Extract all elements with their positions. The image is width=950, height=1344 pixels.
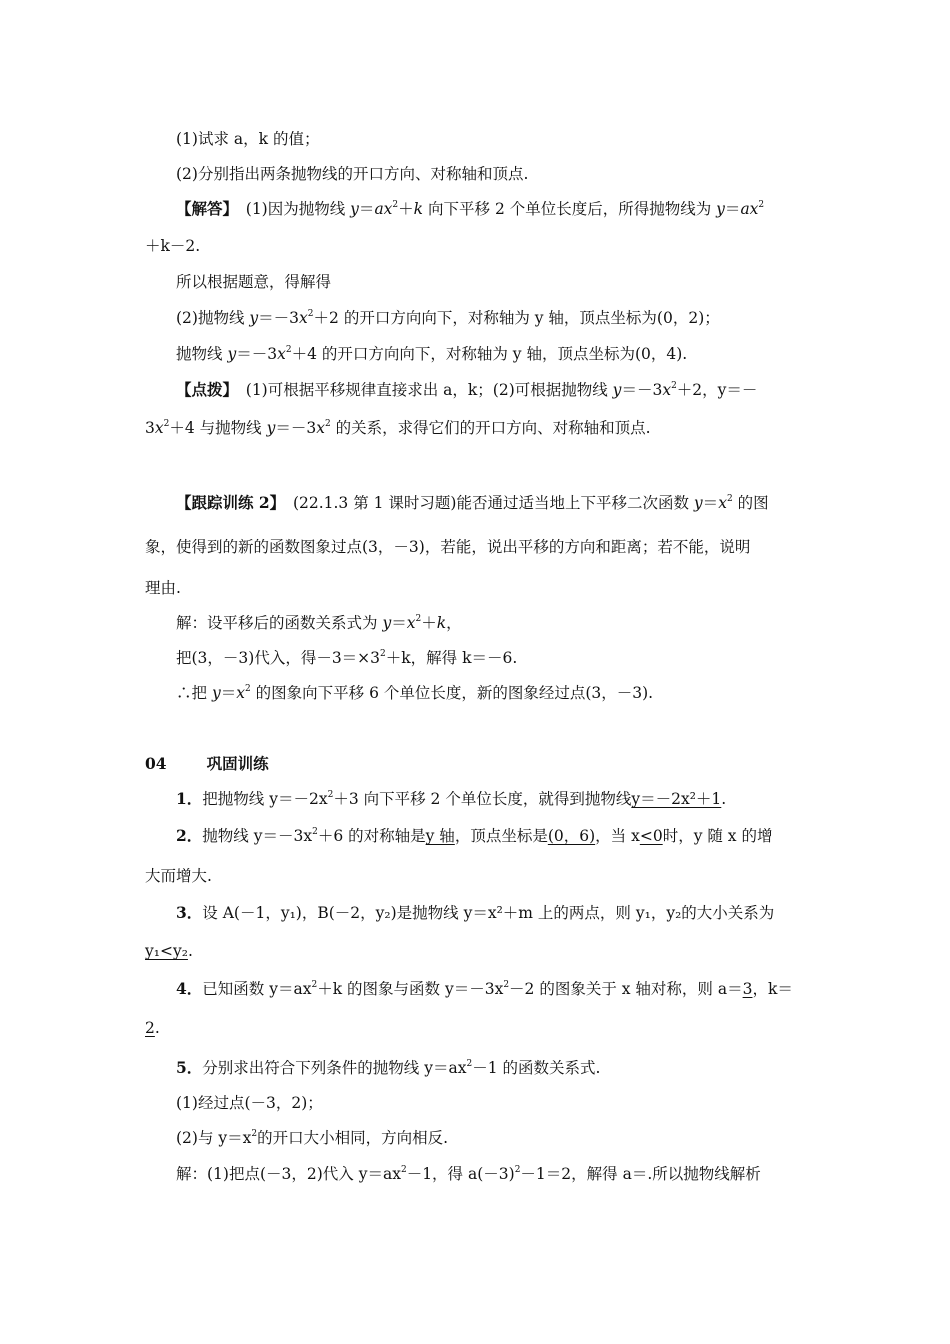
answer-line-5: 抛物线 $y=-3x^2+4$ 的开口方向向下，对称轴为 y 轴，顶点坐标为(0，4). <box>176 345 688 363</box>
answer-blank: y₁<y₂ <box>145 942 188 960</box>
answer-line-1: 【解答】 (1)因为抛物线 $y=ax^2+k$ 向下平移 2 个单位长度后，所得抛物线为 $y=ax^2$ <box>176 199 765 218</box>
exercise-4: 4．已知函数 $y=ax^2+k$ 的图象与函数 $y=-3x^2-2$ 的图象关于 x 轴对称，则 a＝3，k＝ <box>176 979 793 998</box>
question-part-1: (1)试求 a，k 的值； <box>176 130 320 148</box>
follow-up-solution-3: ∴把 $y=x^2$ 的图象向下平移 6 个单位长度，新的图象经过点(3，－3). <box>176 684 654 702</box>
answer-line-4: (2)抛物线 $y=-3x^2+2$ 的开口方向向下，对称轴为 y 轴，顶点坐标为(0，2)； <box>176 309 720 327</box>
follow-up-solution-2: 把(3，－3)代入，得$-3=\times 3^2+k$，解得 k＝－6. <box>176 649 518 667</box>
answer-blank: y＝－2x²＋1 <box>631 790 722 808</box>
exercise-2: 2．抛物线 $y=-3x^2+6$ 的对称轴是y 轴，顶点坐标是(0，6)，当 x<0时，y 随 x 的增 <box>176 826 773 845</box>
question-part-2: (2)分别指出两条抛物线的开口方向、对称轴和顶点. <box>176 165 529 183</box>
exercise-3: 3．设 A(－1，y₁)，B(－2，y₂)是抛物线 y＝x²＋m 上的两点，则 y₁，y₂的大小关系为 <box>176 903 775 922</box>
hint-line-1: 【点拨】 (1)可根据平移规律直接求出 a，k；(2)可根据抛物线 $y=-3x^2+2$，y＝－ <box>176 380 758 399</box>
hint-line-2: $3x^2+4$ 与抛物线 $y=-3x^2$ 的关系，求得它们的开口方向、对称轴和顶点. <box>145 419 651 437</box>
answer-blank: (0，6) <box>547 827 596 845</box>
exercise-1: 1．把抛物线 $y=-2x^2+3$ 向下平移 2 个单位长度，就得到抛物线y＝－2x²＋1. <box>176 789 727 808</box>
answer-line-2: ＋k－2. <box>145 237 201 255</box>
answer-line-3: 所以根据题意，得解得 <box>176 273 332 291</box>
answer-blank: 2 <box>145 1019 155 1037</box>
exercise-4-cont: 2. <box>145 1019 160 1037</box>
section-heading: 04 巩固训练 <box>145 754 269 773</box>
exercise-3-cont: y₁<y₂. <box>145 942 193 960</box>
exercise-5-part-1: (1)经过点(－3，2)； <box>176 1094 323 1112</box>
exercise-5-solution: 解：(1)把点(－3，2)代入 $y=ax^2-1$，得 $a(-3)^2-1=2$，解得 a＝.所以抛物线解析 <box>176 1165 761 1183</box>
answer-blank: y 轴 <box>425 827 455 845</box>
follow-up-line-3: 理由. <box>145 579 181 597</box>
answer-blank: 3 <box>742 980 753 998</box>
follow-up-line-1: 【跟踪训练 2】 (22.1.3 第 1 课时习题)能否通过适当地上下平移二次函数 $y=x^2$ 的图 <box>176 493 769 512</box>
answer-blank: <0 <box>639 827 663 845</box>
exercise-2-cont: 大而增大. <box>145 867 212 885</box>
exercise-5-part-2: (2)与 $y=x^2$的开口大小相同，方向相反. <box>176 1129 449 1147</box>
exercise-5: 5．分别求出符合下列条件的抛物线 $y=ax^2-1$ 的函数关系式. <box>176 1058 601 1077</box>
follow-up-solution-1: 解：设平移后的函数关系式为 $y=x^2+k$， <box>176 614 462 632</box>
follow-up-line-2: 象，使得到的新的函数图象过点(3，－3)，若能，说出平移的方向和距离；若不能，说明 <box>145 538 751 556</box>
